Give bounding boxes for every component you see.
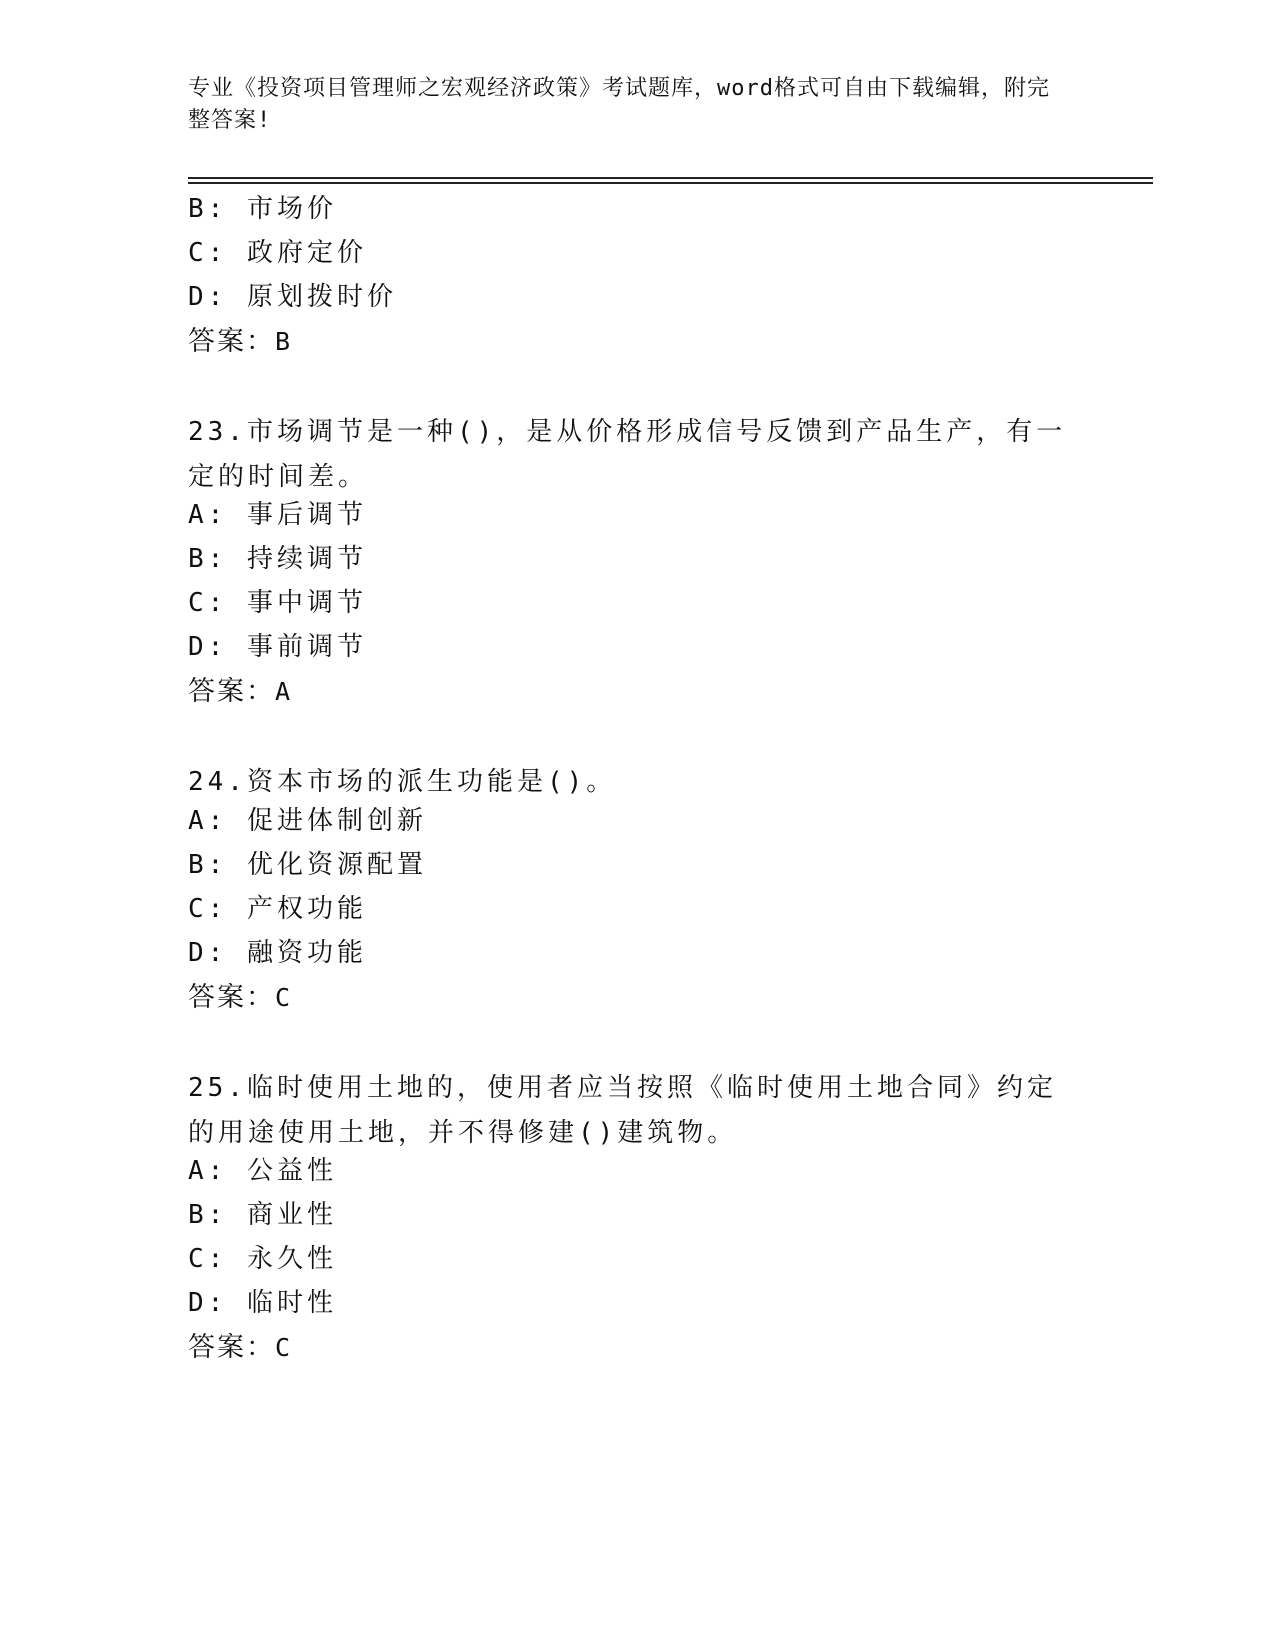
answer-line — [188, 674, 292, 710]
question-stem: 23.市场调节是一种()，是从价格形成信号反馈到产品生产，有一定的时间差。 — [188, 417, 1067, 492]
answer-label: 答案： — [188, 1332, 275, 1363]
option-c: C: 事中调节 — [188, 588, 367, 618]
answer-line — [188, 980, 292, 1016]
question-stem: 25.临时使用土地的，使用者应当按照《临时使用土地合同》约定的用途使用土地，并不得修建()建筑物。 — [188, 1073, 1057, 1148]
answer-value: C — [275, 1333, 293, 1362]
answer-label: 答案： — [188, 982, 275, 1013]
option-d: D: 融资功能 — [188, 938, 367, 968]
option-c: C: 产权功能 — [188, 894, 367, 924]
answer-label: 答案： — [188, 676, 275, 707]
answer-line — [188, 1330, 292, 1366]
option-d: D: 原划拨时价 — [188, 282, 397, 312]
header-divider-bottom — [188, 182, 1153, 184]
option-b: B: 商业性 — [188, 1200, 337, 1230]
option-d: D: 事前调节 — [188, 632, 367, 662]
answer-line — [188, 324, 292, 360]
option-b: B: 市场价 — [188, 194, 337, 224]
option-b: B: 优化资源配置 — [188, 850, 427, 880]
option-a: A: 事后调节 — [188, 500, 367, 530]
document-header: 专业《投资项目管理师之宏观经济政策》考试题库，word格式可自由下载编辑，附完整答案! — [188, 76, 1050, 133]
header-divider-top — [188, 177, 1153, 179]
answer-value: A — [275, 677, 293, 706]
question-stem: 24.资本市场的派生功能是()。 — [188, 767, 617, 797]
option-c: C: 永久性 — [188, 1244, 337, 1274]
answer-value: B — [275, 327, 293, 356]
answer-label: 答案： — [188, 326, 275, 357]
option-b: B: 持续调节 — [188, 544, 367, 574]
option-a: A: 公益性 — [188, 1156, 337, 1186]
option-c: C: 政府定价 — [188, 238, 367, 268]
option-a: A: 促进体制创新 — [188, 806, 427, 836]
option-d: D: 临时性 — [188, 1288, 337, 1318]
answer-value: C — [275, 983, 293, 1012]
